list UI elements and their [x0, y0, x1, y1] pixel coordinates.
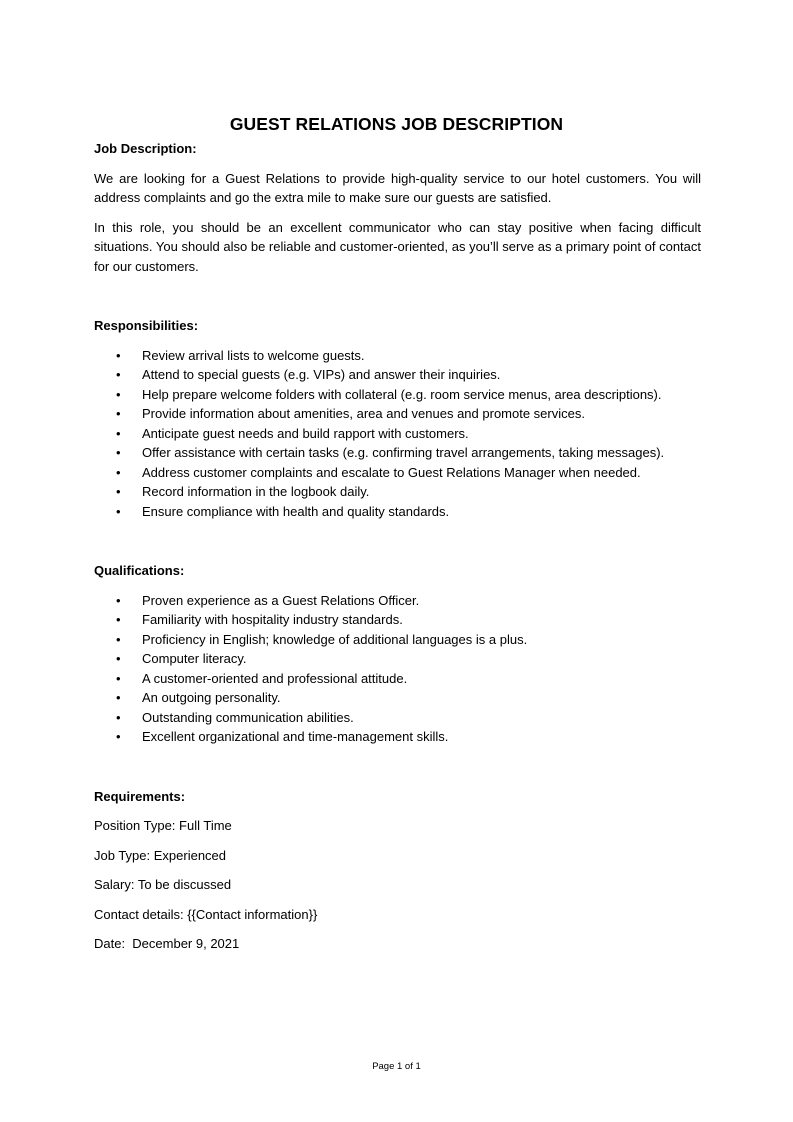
responsibilities-heading: Responsibilities:	[94, 318, 199, 333]
list-item	[94, 424, 701, 444]
responsibilities-list	[94, 346, 701, 522]
requirements-section	[94, 787, 701, 954]
bullet-icon: •	[116, 592, 121, 608]
list-item-text: Provide information about amenities, area and venues and promote services.	[142, 406, 585, 421]
job-description-section	[94, 139, 701, 276]
list-item-text: Outstanding communication abilities.	[142, 709, 354, 725]
list-item-text: Address customer complaints and escalate to Guest Relations Manager when needed.	[142, 464, 641, 480]
list-item	[94, 482, 701, 502]
list-item	[94, 708, 701, 728]
list-item	[94, 502, 701, 522]
qualifications-heading: Qualifications:	[94, 563, 185, 578]
bullet-icon: •	[116, 425, 121, 441]
list-item	[94, 688, 701, 708]
requirements-heading: Requirements:	[94, 788, 186, 804]
contact-details-line: Contact details: {{Contact information}}	[94, 906, 318, 922]
list-item	[94, 443, 701, 463]
qualifications-section	[94, 561, 701, 747]
bullet-icon: •	[116, 651, 121, 666]
list-item	[94, 669, 701, 689]
list-item-text: Anticipate guest needs and build rapport with customers.	[142, 425, 469, 441]
bullet-icon: •	[116, 690, 121, 705]
list-item-text: Attend to special guests (e.g. VIPs) and answer their inquiries.	[142, 367, 501, 382]
position-type-line: Position Type: Full Time	[94, 818, 232, 833]
list-item-text: Proven experience as a Guest Relations Officer.	[142, 592, 420, 608]
bullet-icon: •	[116, 445, 121, 460]
page-number-footer: Page 1 of 1	[372, 1061, 421, 1072]
list-item-text: Proficiency in English; knowledge of additional languages is a plus.	[142, 631, 528, 647]
bullet-icon: •	[116, 464, 121, 480]
responsibilities-section	[94, 316, 701, 521]
document-title: GUEST RELATIONS JOB DESCRIPTION	[229, 114, 564, 134]
bullet-icon: •	[116, 406, 121, 421]
bullet-icon: •	[116, 670, 121, 686]
list-item-text: Offer assistance with certain tasks (e.g. confirming travel arrangements, taking messages).	[142, 445, 665, 460]
list-item-text: A customer-oriented and professional attitude.	[142, 670, 408, 686]
list-item-text: An outgoing personality.	[142, 690, 281, 705]
list-item-text: Help prepare welcome folders with collateral (e.g. room service menus, area descriptions).	[142, 386, 662, 402]
bullet-icon: •	[116, 709, 121, 725]
list-item	[94, 610, 701, 630]
job-type-line: Job Type: Experienced	[94, 847, 227, 863]
job-description-heading: Job Description:	[94, 141, 197, 156]
qualifications-list	[94, 591, 701, 747]
bullet-icon: •	[116, 503, 121, 519]
list-item	[94, 649, 701, 669]
list-item	[94, 365, 701, 385]
list-item	[94, 463, 701, 483]
job-description-paragraph: In this role, you should be an excellent communicator who can stay positive when facing difficult situations. You should also be reliable and customer-oriented, as you’ll serve as a primary point of contact for our customers.	[94, 219, 702, 274]
list-item-text: Computer literacy.	[142, 651, 247, 666]
bullet-icon: •	[116, 631, 121, 647]
list-item	[94, 385, 701, 405]
list-item-text: Ensure compliance with health and quality standards.	[142, 503, 450, 519]
bullet-icon: •	[116, 347, 121, 363]
list-item	[94, 727, 701, 747]
bullet-icon: •	[116, 367, 121, 382]
list-item-text: Familiarity with hospitality industry standards.	[142, 612, 403, 627]
list-item	[94, 346, 701, 366]
salary-line: Salary: To be discussed	[94, 877, 232, 892]
job-description-paragraph: We are looking for a Guest Relations to provide high-quality service to our hotel customers. You will address complaints and go the extra mile to make sure our guests are satisfied.	[94, 170, 701, 205]
date-line: Date: December 9, 2021	[94, 936, 240, 951]
bullet-icon: •	[116, 386, 121, 402]
list-item	[94, 630, 701, 650]
list-item-text: Excellent organizational and time-management skills.	[142, 729, 449, 744]
bullet-icon: •	[116, 612, 121, 627]
list-item	[94, 404, 701, 424]
bullet-icon: •	[116, 484, 121, 499]
list-item	[94, 591, 701, 611]
list-item-text: Record information in the logbook daily.	[142, 484, 370, 499]
document-body	[94, 139, 701, 954]
bullet-icon: •	[116, 729, 121, 744]
list-item-text: Review arrival lists to welcome guests.	[142, 347, 365, 363]
